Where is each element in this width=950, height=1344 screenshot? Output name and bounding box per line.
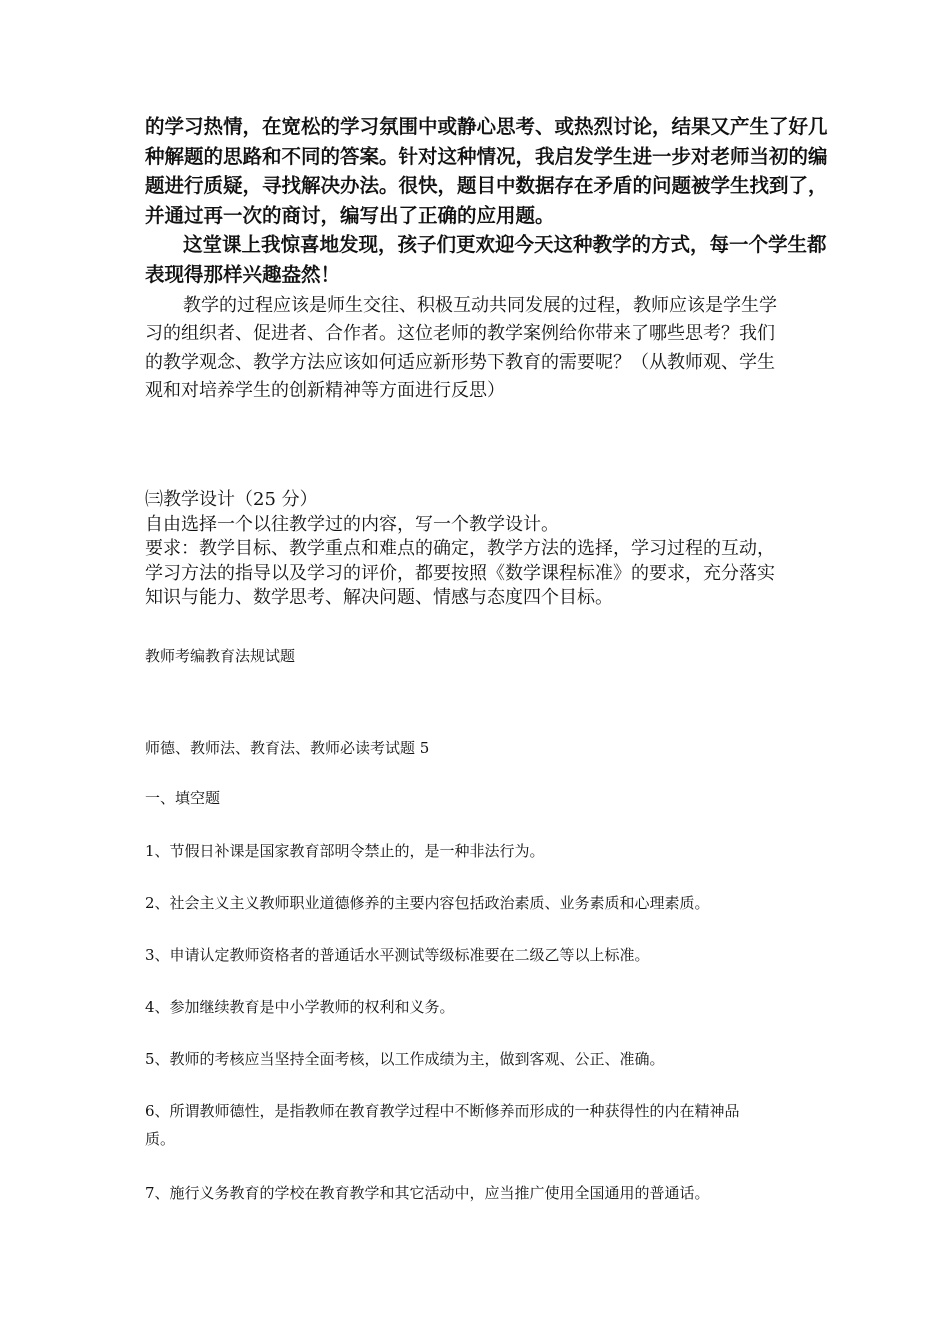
- paragraph-line: 这堂课上我惊喜地发现，孩子们更欢迎今天这种教学的方式，每一个学生都: [183, 233, 827, 256]
- question-item: 1、节假日补课是国家教育部明令禁止的，是一种非法行为。: [145, 842, 545, 860]
- task-text: 自由选择一个以往教学过的内容，写一个教学设计。: [145, 513, 559, 535]
- intro-paragraph: [145, 112, 828, 230]
- paragraph-line: 种解题的思路和不同的答案。针对这种情况，我启发学生进一步对老师当初的编: [145, 144, 828, 168]
- question-item: 5、教师的考核应当坚持全面考核，以工作成绩为主，做到客观、公正、准确。: [145, 1050, 665, 1068]
- fill-blank-heading: 一、填空题: [145, 789, 221, 807]
- paragraph-line: 题进行质疑，寻找解决办法。很快，题目中数据存在矛盾的问题被学生找到了，: [145, 174, 828, 197]
- paragraph-line: 习的组织者、促进者、合作者。这位老师的教学案例给你带来了哪些思考？我们: [145, 323, 775, 345]
- question-item: 6、所谓教师德性，是指教师在教育教学过程中不断修养而形成的一种获得性的内在精神品: [145, 1102, 740, 1120]
- reflection-paragraph: [145, 292, 815, 405]
- discovery-paragraph: [145, 230, 827, 289]
- paragraph-line: 教学的过程应该是师生交往、积极互动共同发展的过程，教师应该是学生学: [183, 295, 777, 316]
- exam-title: 师德、教师法、教育法、教师必读考试题 5: [145, 739, 430, 757]
- requirement-line: 要求：教学目标、教学重点和难点的确定，教学方法的选择，学习过程的互动，: [145, 538, 775, 559]
- paragraph-line: 的学习热情，在宽松的学习氛围中或静心思考、或热烈讨论，结果又产生了好几: [145, 115, 828, 138]
- section-heading: ㈢教学设计（25 分）: [145, 489, 318, 510]
- law-title: 教师考编教育法规试题: [145, 647, 296, 665]
- question-item: 3、申请认定教师资格者的普通话水平测试等级标准要在二级乙等以上标准。: [145, 946, 650, 964]
- requirement-line: 学习方法的指导以及学习的评价，都要按照《数学课程标准》的要求，充分落实: [145, 562, 775, 584]
- paragraph-line: 的教学观念、教学方法应该如何适应新形势下教育的需要呢？（从教师观、学生: [145, 351, 775, 373]
- paragraph-line: 观和对培养学生的创新精神等方面进行反思）: [145, 379, 505, 401]
- design-section: [145, 488, 815, 611]
- question-item-continuation: 质。: [145, 1130, 176, 1148]
- paragraph-line: 并通过再一次的商讨，编写出了正确的应用题。: [145, 203, 555, 227]
- question-item: 4、参加继续教育是中小学教师的权利和义务。: [145, 998, 455, 1016]
- requirement-line: 知识与能力、数学思考、解决问题、情感与态度四个目标。: [145, 587, 613, 608]
- question-item: 7、施行义务教育的学校在教育教学和其它活动中，应当推广使用全国通用的普通话。: [145, 1184, 710, 1202]
- question-item: 2、社会主义主义教师职业道德修养的主要内容包括政治素质、业务素质和心理素质。: [145, 894, 710, 912]
- paragraph-line: 表现得那样兴趣盎然！: [145, 262, 341, 286]
